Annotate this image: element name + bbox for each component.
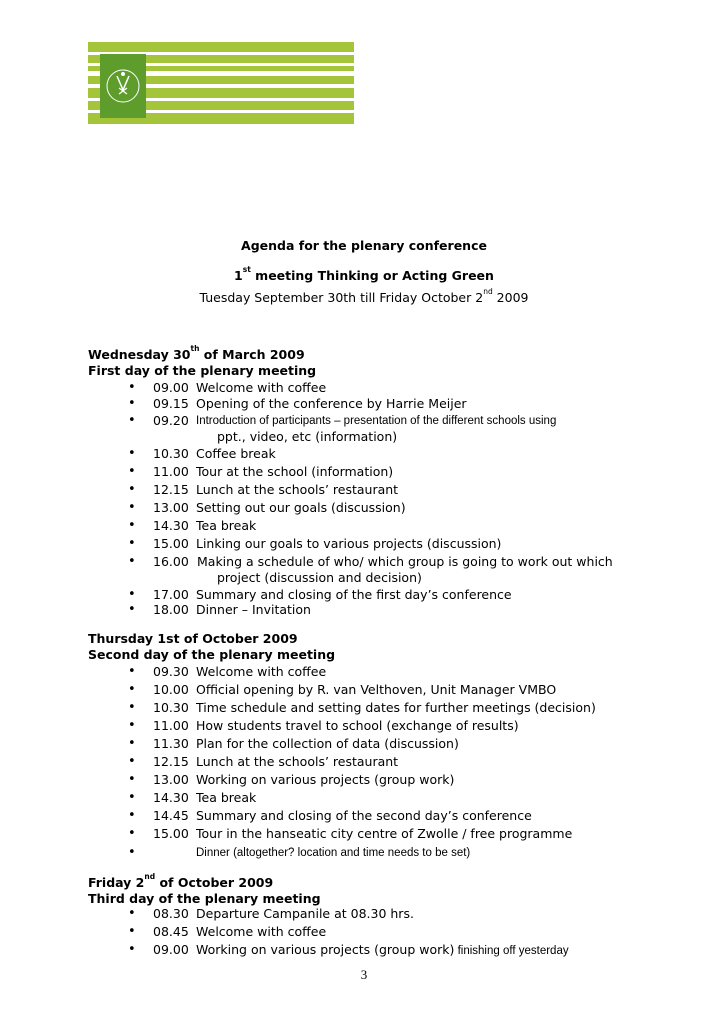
day-subheading: Third day of the plenary meeting: [88, 891, 321, 906]
bullet-icon: •: [128, 736, 136, 751]
agenda-item-continuation: project (discussion and decision): [217, 570, 422, 585]
bullet-icon: •: [128, 772, 136, 787]
bullet-icon: •: [128, 518, 136, 533]
bullet-icon: •: [128, 464, 136, 479]
bullet-icon: •: [128, 682, 136, 697]
bullet-icon: •: [128, 700, 136, 715]
day-subheading: Second day of the plenary meeting: [88, 647, 336, 662]
day-subheading: First day of the plenary meeting: [88, 363, 317, 378]
meeting-title: 1st meeting Thinking or Acting Green: [234, 265, 494, 283]
bullet-icon: •: [128, 587, 136, 602]
page-number: 3: [360, 967, 368, 982]
bullet-icon: •: [128, 664, 136, 679]
bullet-icon: •: [128, 380, 136, 395]
school-logo: [100, 54, 146, 118]
day-heading: Thursday 1st of October 2009: [88, 631, 298, 646]
agenda-item-continuation: ppt., video, etc (information): [217, 429, 398, 444]
day-heading: Wednesday 30th of March 2009: [88, 344, 305, 362]
bullet-icon: •: [128, 924, 136, 939]
bullet-icon: •: [128, 536, 136, 551]
bullet-icon: •: [128, 718, 136, 733]
bullet-icon: •: [128, 446, 136, 461]
bullet-icon: •: [128, 413, 136, 428]
bullet-icon: •: [128, 942, 136, 957]
bullet-icon: •: [128, 754, 136, 769]
bullet-icon: •: [128, 500, 136, 515]
bullet-icon: •: [128, 482, 136, 497]
agenda-title: Agenda for the plenary conference: [241, 238, 487, 253]
bullet-icon: •: [128, 554, 136, 569]
bullet-icon: •: [128, 906, 136, 921]
bullet-icon: •: [128, 845, 136, 860]
bullet-icon: •: [128, 602, 136, 617]
bullet-icon: •: [128, 808, 136, 823]
bullet-icon: •: [128, 790, 136, 805]
conference-dates: Tuesday September 30th till Friday October 2nd 2009: [199, 287, 529, 305]
day-heading: Friday 2nd of October 2009: [88, 872, 274, 890]
bullet-icon: •: [128, 826, 136, 841]
school-crest-icon: [100, 54, 146, 118]
bullet-icon: •: [128, 396, 136, 411]
